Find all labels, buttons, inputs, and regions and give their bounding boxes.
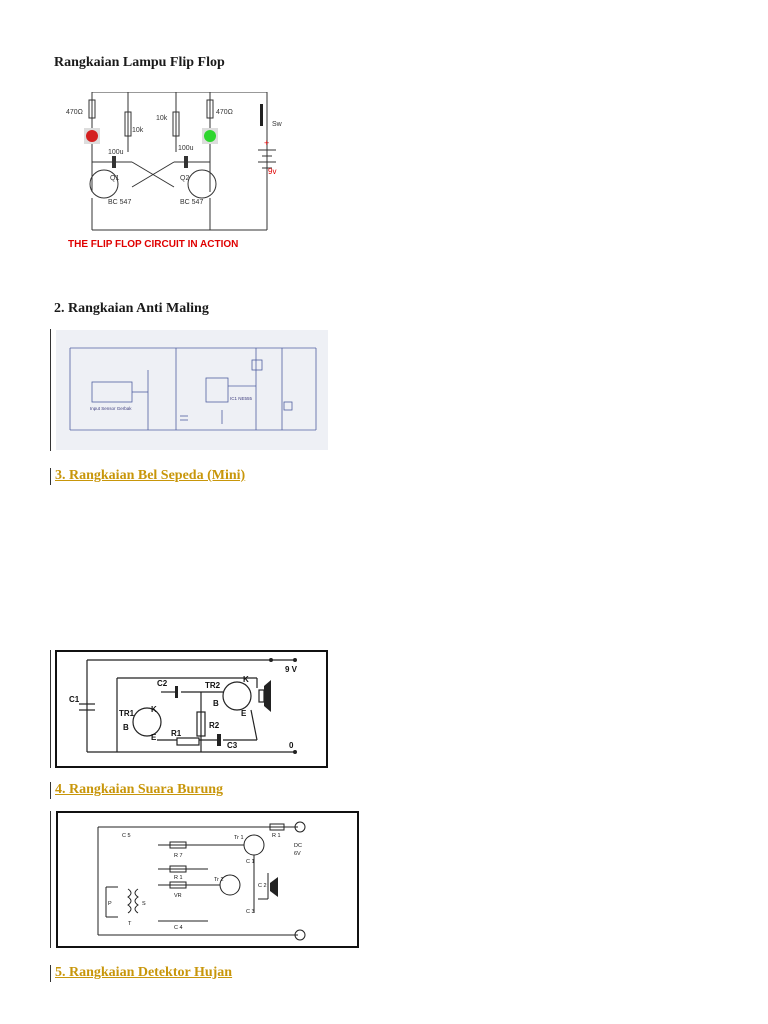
label-dc: DC	[294, 843, 302, 849]
label-vr: VR	[174, 893, 182, 899]
label-zero: 0	[289, 741, 294, 750]
label-e2: E	[241, 709, 247, 718]
label-c4: C 4	[174, 925, 183, 931]
label-r1: R 1	[174, 875, 183, 881]
label-9v: 9 V	[285, 665, 298, 674]
anti-maling-circuit-figure	[56, 330, 328, 450]
anti-maling-schematic	[56, 330, 328, 450]
title-border-burung	[50, 782, 51, 799]
label-c3: C3	[227, 741, 238, 750]
title-border-bel	[50, 468, 51, 485]
label-c2: C 2	[258, 883, 267, 889]
label-c1: C 1	[246, 859, 255, 865]
section-link-bel-sepeda[interactable]: 3. Rangkaian Bel Sepeda (Mini)	[55, 468, 246, 483]
section-title-flip-flop: Rangkaian Lampu Flip Flop	[54, 55, 225, 70]
figure-border-anti-maling	[50, 329, 51, 451]
label-r1: 470Ω	[66, 109, 83, 116]
label-c2: 100u	[178, 145, 194, 152]
label-6v: 6V	[294, 851, 301, 857]
label-r1: R1	[171, 729, 182, 738]
label-battery: 9v	[268, 167, 277, 176]
label-p: P	[108, 901, 112, 907]
label-q2: Q2	[180, 175, 190, 182]
label-e1: E	[151, 733, 157, 742]
label-c1: 100u	[108, 149, 124, 156]
flip-flop-caption: THE FLIP FLOP CIRCUIT IN ACTION	[68, 239, 239, 250]
label-k1: K	[151, 705, 157, 714]
label-r4: 470Ω	[216, 109, 233, 116]
label-t2: BC 547	[180, 199, 204, 206]
label-switch: Sw	[272, 121, 282, 128]
bel-sepeda-circuit-figure	[55, 650, 328, 768]
flip-flop-circuit-figure	[62, 92, 282, 252]
label-r3: 10k	[156, 115, 168, 122]
led-left-light	[86, 130, 98, 142]
label-t1: BC 547	[108, 199, 132, 206]
label-r2: R2	[209, 721, 220, 730]
label-ic: IC1 NE555	[230, 396, 253, 401]
label-s: S	[142, 901, 146, 907]
section-link-detektor-hujan[interactable]: 5. Rangkaian Detektor Hujan	[55, 965, 233, 980]
label-b2: B	[213, 699, 219, 708]
label-c2: C2	[157, 679, 168, 688]
title-border-hujan	[50, 965, 51, 982]
label-b1: B	[123, 723, 129, 732]
section-title-anti-maling: 2. Rangkaian Anti Maling	[54, 301, 209, 316]
svg-text:+: +	[264, 138, 270, 148]
label-t: T	[128, 921, 132, 927]
label-r7: R 7	[174, 853, 183, 859]
label-c1: C1	[69, 695, 80, 704]
label-c5: C 5	[122, 833, 131, 839]
figure-border-bel	[50, 650, 51, 768]
label-r-out: R 1	[272, 833, 281, 839]
label-q1: Q1	[110, 175, 120, 182]
section-link-suara-burung[interactable]: 4. Rangkaian Suara Burung	[55, 782, 224, 797]
label-r2: 10k	[132, 127, 144, 134]
label-tr1: Tr 1	[234, 835, 244, 841]
label-input-sensor: Input Sensor Gerbak	[90, 406, 132, 411]
flip-flop-schematic	[62, 92, 282, 252]
bel-sepeda-schematic	[57, 652, 326, 766]
led-right-light	[204, 130, 216, 142]
suara-burung-schematic	[58, 813, 357, 946]
label-tr2: Tr 2	[214, 877, 224, 883]
label-tr1: TR1	[119, 709, 135, 718]
figure-border-burung	[50, 811, 51, 948]
label-c3: C 3	[246, 909, 255, 915]
suara-burung-circuit-figure	[56, 811, 359, 948]
label-k2: K	[243, 675, 249, 684]
label-tr2: TR2	[205, 681, 221, 690]
